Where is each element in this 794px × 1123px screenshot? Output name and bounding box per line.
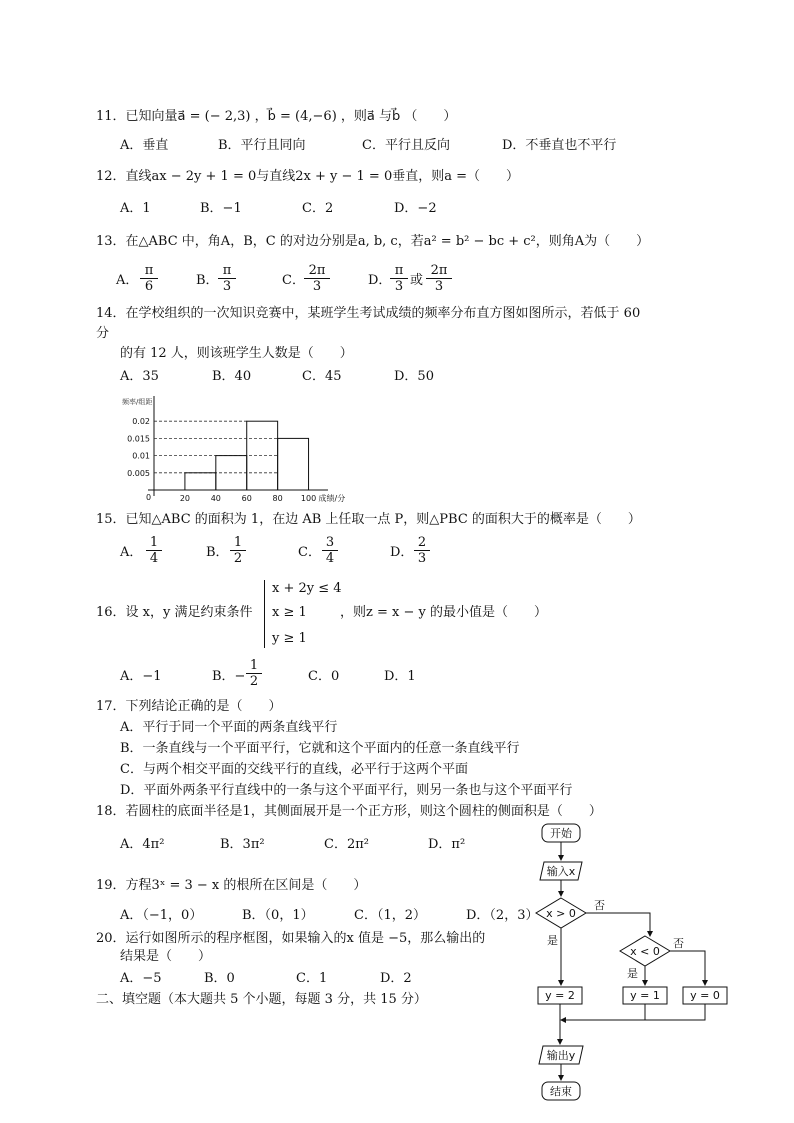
q11-option-b: B．平行且同向 xyxy=(218,138,306,153)
q19-stem: 19．方程3ˣ = 3 − x 的根所在区间是（ ） xyxy=(96,878,367,893)
flow-assign-y0-label: y = 0 xyxy=(690,989,720,1002)
program-flowchart xyxy=(500,820,740,1110)
q17-option-a: A．平行于同一个平面的两条直线平行 xyxy=(120,720,338,735)
section-2-heading: 二、填空题（本大题共 5 个小题，每题 3 分，共 15 分） xyxy=(96,992,427,1007)
q12-option-c: C．2 xyxy=(302,201,334,216)
q12-stem: 12．直线ax − 2y + 1 = 0与直线2x + y − 1 = 0垂直，则a =（ ） xyxy=(96,169,519,184)
frequency-histogram xyxy=(118,392,346,506)
y-tick-label: 0.02 xyxy=(132,417,150,427)
q16-option-a: A．−1 xyxy=(120,669,162,684)
flow-condition-1-label: x > 0 xyxy=(546,907,576,920)
flow-no-label-1: 否 xyxy=(594,899,605,912)
y-tick-label: 0.005 xyxy=(127,468,150,478)
y-axis-label: 频率/组距 xyxy=(122,398,153,406)
q16-option-d: D．1 xyxy=(384,669,416,684)
q19-option-c: C．（1，2） xyxy=(354,908,426,923)
q14-option-c: C．45 xyxy=(302,369,342,384)
flow-yes-label-2: 是 xyxy=(627,967,638,980)
x-tick-label: 100 xyxy=(300,494,317,503)
flow-assign-y1-label: y = 1 xyxy=(630,989,660,1002)
q12-option-b: B．−1 xyxy=(200,201,242,216)
q18-stem: 18．若圆柱的底面半径是1，其侧面展开是一个正方形，则这个圆柱的侧面积是（ ） xyxy=(96,804,602,819)
q14-stem-line1: 14．在学校组织的一次知识竞赛中，某班学生考试成绩的频率分布直方图如图所示，若低于 60 xyxy=(96,306,641,321)
q19-option-b: B．（0，1） xyxy=(242,908,314,923)
flow-end-label: 结束 xyxy=(550,1085,572,1098)
q11-stem: 11．已知向量a⃗ = (− 2,3) ，b⃗ = (4,−6) ，则a⃗ 与b⃗ （ ） xyxy=(96,109,457,124)
q14-option-b: B．40 xyxy=(212,369,252,384)
histogram-bar xyxy=(278,438,309,490)
flow-output-label: 输出y xyxy=(546,1049,576,1062)
q19-option-d: D．（2，3） xyxy=(466,908,539,923)
q16-option-c: C．0 xyxy=(308,669,340,684)
q11-option-a: A．垂直 xyxy=(120,138,169,153)
q18-option-a: A．4π² xyxy=(120,837,165,852)
y-tick-label: 0.01 xyxy=(132,451,150,461)
q18-option-b: B．3π² xyxy=(220,837,265,852)
origin-label: 0 xyxy=(146,493,152,502)
q20-stem-line1: 20．运行如图所示的程序框图，如果输入的x 值是 −5，那么输出的 xyxy=(96,931,486,946)
histogram-bar xyxy=(185,473,216,490)
q14-option-a: A．35 xyxy=(120,369,159,384)
constraint-3: y ≥ 1 xyxy=(272,631,307,646)
q17-option-c: C．与两个相交平面的交线平行的直线，必平行于这两个平面 xyxy=(120,762,468,777)
q20-option-d: D．2 xyxy=(380,971,412,986)
constraint-2: x ≥ 1 xyxy=(272,605,307,620)
constraint-1: x + 2y ≤ 4 xyxy=(272,581,342,596)
q12-option-a: A．1 xyxy=(120,201,151,216)
q11-option-c: C．平行且反向 xyxy=(362,138,450,153)
flow-condition-2-label: x < 0 xyxy=(630,945,660,958)
q14-stem-line3: 的有 12 人，则该班学生人数是（ ） xyxy=(120,346,353,361)
x-tick-label: 80 xyxy=(272,494,283,503)
q20-option-a: A．−5 xyxy=(120,971,162,986)
x-tick-label: 40 xyxy=(210,494,221,503)
q20-option-b: B．0 xyxy=(204,971,235,986)
q14-stem-line2: 分 xyxy=(96,326,110,341)
q16-stem-right: ，则z = x − y 的最小值是（ ） xyxy=(340,605,547,620)
q15-stem: 15．已知△ABC 的面积为 1，在边 AB 上任取一点 P，则△PBC 的面积大于的概率是（ ） xyxy=(96,512,641,527)
x-axis-label: 成绩/分 xyxy=(318,494,346,503)
q11-option-d: D．不垂直也不平行 xyxy=(502,138,617,153)
x-tick-label: 60 xyxy=(241,494,252,503)
q17-option-b: B．一条直线与一个平面平行，它就和这个平面内的任意一条直线平行 xyxy=(120,741,520,756)
q18-option-d: D．π² xyxy=(428,837,466,852)
q16-stem-left: 16．设 x，y 满足约束条件 xyxy=(96,605,253,620)
q20-option-c: C．1 xyxy=(296,971,328,986)
q20-stem-line2: 结果是（ ） xyxy=(120,949,212,964)
q13-stem: 13．在△ABC 中，角A，B，C 的对边分别是a, b, c，若a² = b² − bc + c²，则角A为（ ） xyxy=(96,234,650,249)
flow-start-label: 开始 xyxy=(550,827,572,840)
flow-assign-y2-label: y = 2 xyxy=(545,989,575,1002)
q19-option-a: A．（−1，0） xyxy=(120,908,203,923)
q18-option-c: C．2π² xyxy=(324,837,369,852)
flow-no-label-2: 否 xyxy=(673,937,684,950)
x-tick-label: 20 xyxy=(179,494,191,503)
q12-option-d: D．−2 xyxy=(394,201,437,216)
flow-input-label: 输入x xyxy=(546,865,576,878)
q17-stem: 17．下列结论正确的是（ ） xyxy=(96,699,282,714)
constraint-brace xyxy=(264,580,271,648)
q14-option-d: D．50 xyxy=(394,369,434,384)
q17-option-d: D．平面外两条平行直线中的一条与这个平面平行，则另一条也与这个平面平行 xyxy=(120,783,573,798)
flow-yes-label-1: 是 xyxy=(547,934,558,947)
y-tick-label: 0.015 xyxy=(127,434,150,444)
